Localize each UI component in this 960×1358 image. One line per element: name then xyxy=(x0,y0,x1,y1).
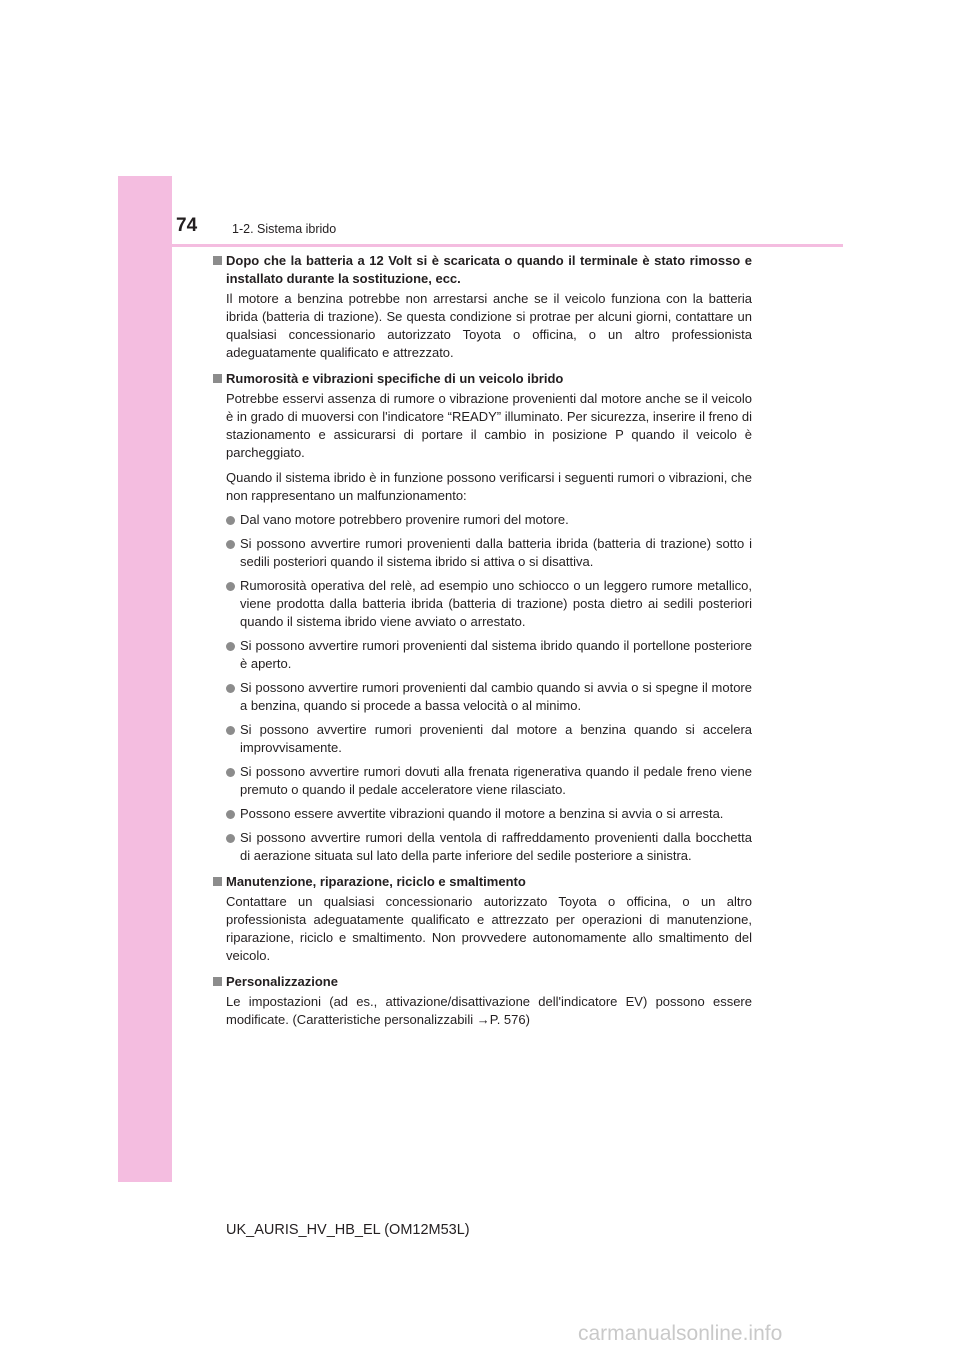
section-heading-text: Dopo che la batteria a 12 Volt si è scaricata o quando il terminale è stato rimosso e installato durante la sostituzione, ecc. xyxy=(226,253,752,286)
round-bullet-icon xyxy=(226,516,235,525)
paragraph: Contattare un qualsiasi concessionario autorizzato Toyota o officina, o un altro professionista adeguatamente qualificato e attrezzato per operazioni di manutenzione, riparazione, riciclo e smaltimento. Non provvedere autonomamente allo smaltimento del veicolo. xyxy=(226,894,752,963)
list-item-text: Rumorosità operativa del relè, ad esempio uno schiocco o un leggero rumore metallico, viene prodotta dalla batteria ibrida (batteria di trazione) posta dietro ai sedili posteriori quando il sistema ibrido viene avviato o arrestato. xyxy=(240,578,752,629)
round-bullet-icon xyxy=(226,726,235,735)
round-bullet-icon xyxy=(226,642,235,651)
round-bullet-icon xyxy=(226,582,235,591)
paragraph: Potrebbe esservi assenza di rumore o vibrazione provenienti dal motore anche se il veicolo è in grado di muoversi con l'indicatore “READY” illuminato. Per sicurezza, inserire il freno di stazionamento e assicurarsi di portare il cambio in posizione P quando il veicolo è parcheggiato. xyxy=(226,391,752,460)
footer-document-code: UK_AURIS_HV_HB_EL (OM12M53L) xyxy=(226,1222,470,1238)
watermark: carmanualsonline.info xyxy=(578,1322,783,1345)
list-item xyxy=(212,763,752,799)
list-item-text: Si possono avvertire rumori provenienti dal sistema ibrido quando il portellone posteriore è aperto. xyxy=(240,638,752,671)
list-item-text: Si possono avvertire rumori provenienti dalla batteria ibrida (batteria di trazione) sotto i sedili posteriori quando il sistema ibrido si attiva o si disattiva. xyxy=(240,536,752,569)
section-battery-reset xyxy=(212,252,752,362)
list-item-text: Dal vano motore potrebbero provenire rumori del motore. xyxy=(240,512,569,527)
side-color-band xyxy=(118,176,172,1182)
list-item xyxy=(212,511,752,529)
section-heading-text: Manutenzione, riparazione, riciclo e smaltimento xyxy=(226,874,526,889)
header-rule xyxy=(118,244,843,247)
list-item xyxy=(212,637,752,673)
round-bullet-icon xyxy=(226,768,235,777)
round-bullet-icon xyxy=(226,834,235,843)
paragraph: Il motore a benzina potrebbe non arrestarsi anche se il veicolo funziona con la batteria ibrida (batteria di trazione). Se questa condizione si protrae per alcuni giorni, contattare un qualsiasi concessionario autorizzato Toyota o officina, o un altro professionista adeguatamente qualificato e attrezzato. xyxy=(226,291,752,360)
bullet-list xyxy=(212,511,752,865)
page-number: 74 xyxy=(176,215,198,236)
page-content xyxy=(212,252,752,1037)
round-bullet-icon xyxy=(226,540,235,549)
section-noise-vibration xyxy=(212,370,752,865)
square-bullet-icon xyxy=(213,977,222,986)
section-heading-text: Rumorosità e vibrazioni specifiche di un veicolo ibrido xyxy=(226,371,564,386)
list-item-text: Si possono avvertire rumori provenienti dal motore a benzina quando si accelera improvvisamente. xyxy=(240,722,752,755)
list-item xyxy=(212,721,752,757)
section-heading xyxy=(212,252,752,288)
square-bullet-icon xyxy=(213,877,222,886)
section-maintenance xyxy=(212,873,752,965)
paragraph: Le impostazioni (ad es., attivazione/disattivazione dell'indicatore EV) possono essere modificate. (Caratteristiche personalizzabili →P. 576) xyxy=(226,994,752,1027)
section-heading xyxy=(212,873,752,891)
section-label: 1-2. Sistema ibrido xyxy=(232,222,337,236)
round-bullet-icon xyxy=(226,810,235,819)
square-bullet-icon xyxy=(213,374,222,383)
section-heading xyxy=(212,973,752,991)
list-item-text: Possono essere avvertite vibrazioni quando il motore a benzina si avvia o si arresta. xyxy=(240,806,724,821)
section-heading xyxy=(212,370,752,388)
section-heading-text: Personalizzazione xyxy=(226,974,338,989)
list-item xyxy=(212,805,752,823)
list-item xyxy=(212,829,752,865)
list-item-text: Si possono avvertire rumori della ventola di raffreddamento provenienti dalla bocchetta di aerazione situata sul lato della parte inferiore del sedile posteriore a sinistra. xyxy=(240,830,752,863)
list-item xyxy=(212,535,752,571)
square-bullet-icon xyxy=(213,256,222,265)
list-item xyxy=(212,577,752,631)
list-item xyxy=(212,679,752,715)
round-bullet-icon xyxy=(226,684,235,693)
paragraph: Quando il sistema ibrido è in funzione possono verificarsi i seguenti rumori o vibrazioni, che non rappresentano un malfunzionamento: xyxy=(226,470,752,503)
list-item-text: Si possono avvertire rumori provenienti dal cambio quando si avvia o si spegne il motore a benzina, quando si procede a bassa velocità o al minimo. xyxy=(240,680,752,713)
section-customization xyxy=(212,973,752,1029)
list-item-text: Si possono avvertire rumori dovuti alla frenata rigenerativa quando il pedale freno viene premuto o quando il pedale acceleratore viene rilasciato. xyxy=(240,764,752,797)
